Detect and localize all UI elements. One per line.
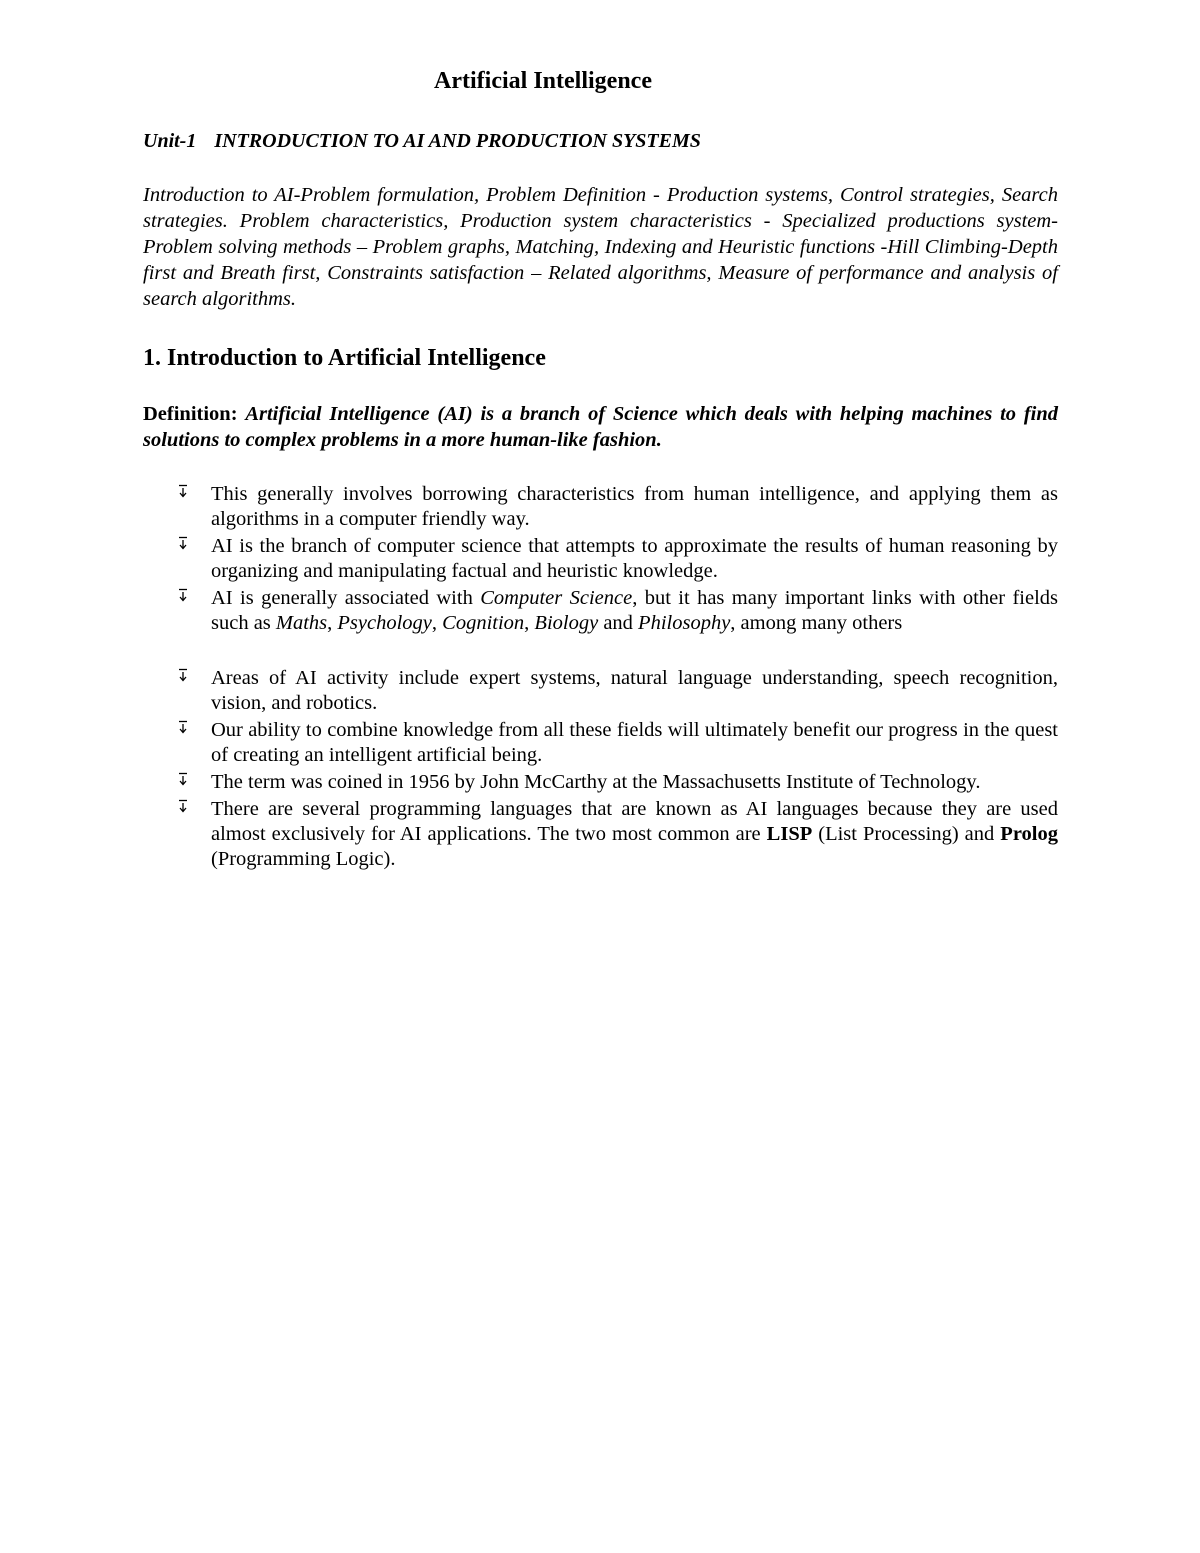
unit-number: Unit-1 — [143, 130, 197, 152]
unit-heading — [143, 128, 1058, 154]
bullet-text: The term was coined in 1956 by John McCarthy at the Massachusetts Institute of Technology. — [211, 771, 981, 793]
list-item — [143, 770, 1058, 795]
list-item — [143, 482, 1058, 532]
bullet-text: Areas of AI activity include expert systems, natural language understanding, speech recognition, vision, and robotics. — [211, 667, 1058, 714]
field-biology: Biology — [534, 612, 599, 634]
bullet-text — [211, 587, 1058, 634]
text-run: (List Processing) and — [812, 823, 1001, 845]
text-run: , — [431, 612, 443, 634]
definition-text: Artificial Intelligence (AI) is a branch of Science which deals with helping machines to find solutions to complex problems in a more human-like fashion. — [143, 403, 1058, 451]
section-heading: 1. Introduction to Artificial Intelligence — [143, 345, 546, 371]
text-run: , — [524, 612, 535, 634]
field-computer-science: Computer Science — [480, 587, 633, 609]
list-item — [143, 586, 1058, 636]
lang-prolog: Prolog — [1000, 823, 1058, 845]
arrow-bullet-icon — [177, 772, 189, 786]
definition-paragraph — [143, 401, 1058, 453]
arrow-bullet-icon — [177, 799, 189, 813]
field-maths: Maths — [275, 612, 328, 634]
arrow-bullet-icon — [177, 720, 189, 734]
text-run: There are several programming languages that are known as AI languages because they are used almost exclusively for AI applications. The two most common are — [211, 798, 1058, 845]
field-psychology: Psychology — [337, 612, 432, 634]
bullet-text: Our ability to combine knowledge from all these fields will ultimately benefit our progress in the quest of creating an intelligent artificial being. — [211, 719, 1058, 766]
arrow-bullet-icon — [177, 588, 189, 602]
arrow-bullet-icon — [177, 668, 189, 682]
arrow-bullet-icon — [177, 484, 189, 498]
list-item — [143, 666, 1058, 716]
bullet-text: AI is the branch of computer science that attempts to approximate the results of human reasoning by organizing and manipulating factual and heuristic knowledge. — [211, 535, 1058, 582]
unit-title: INTRODUCTION TO AI AND PRODUCTION SYSTEMS — [214, 130, 701, 152]
bullet-list — [143, 482, 1058, 874]
text-run: AI is generally associated with — [211, 587, 481, 609]
bullet-text — [211, 798, 1058, 870]
document-title: Artificial Intelligence — [434, 68, 652, 94]
text-run: , — [327, 612, 338, 634]
definition-label: Definition: — [143, 403, 238, 425]
text-run: , but it has many important links with other fields such as — [211, 587, 1058, 634]
text-run: and — [598, 612, 639, 634]
field-philosophy: Philosophy — [638, 612, 731, 634]
list-item — [143, 718, 1058, 768]
list-item — [143, 534, 1058, 584]
field-cognition: Cognition — [442, 612, 525, 634]
syllabus-paragraph: Introduction to AI-Problem formulation, Problem Definition - Production systems, Control strategies, Search strategies. Problem characteristics, Production system characteristics - Specialized productions system- Problem solving methods – Problem graphs, Matching, Indexing and Heuristic functions -Hill Climbing-Depth first and Breath first, Constraints satisfaction – Related algorithms, Measure of performance and analysis of search algorithms. — [143, 184, 1058, 310]
text-run: (Programming Logic). — [211, 848, 396, 870]
list-item — [143, 797, 1058, 872]
lang-lisp: LISP — [766, 823, 813, 845]
arrow-bullet-icon — [177, 536, 189, 550]
text-run: , among many others — [730, 612, 903, 634]
bullet-text: This generally involves borrowing characteristics from human intelligence, and applying them as algorithms in a computer friendly way. — [211, 483, 1058, 530]
